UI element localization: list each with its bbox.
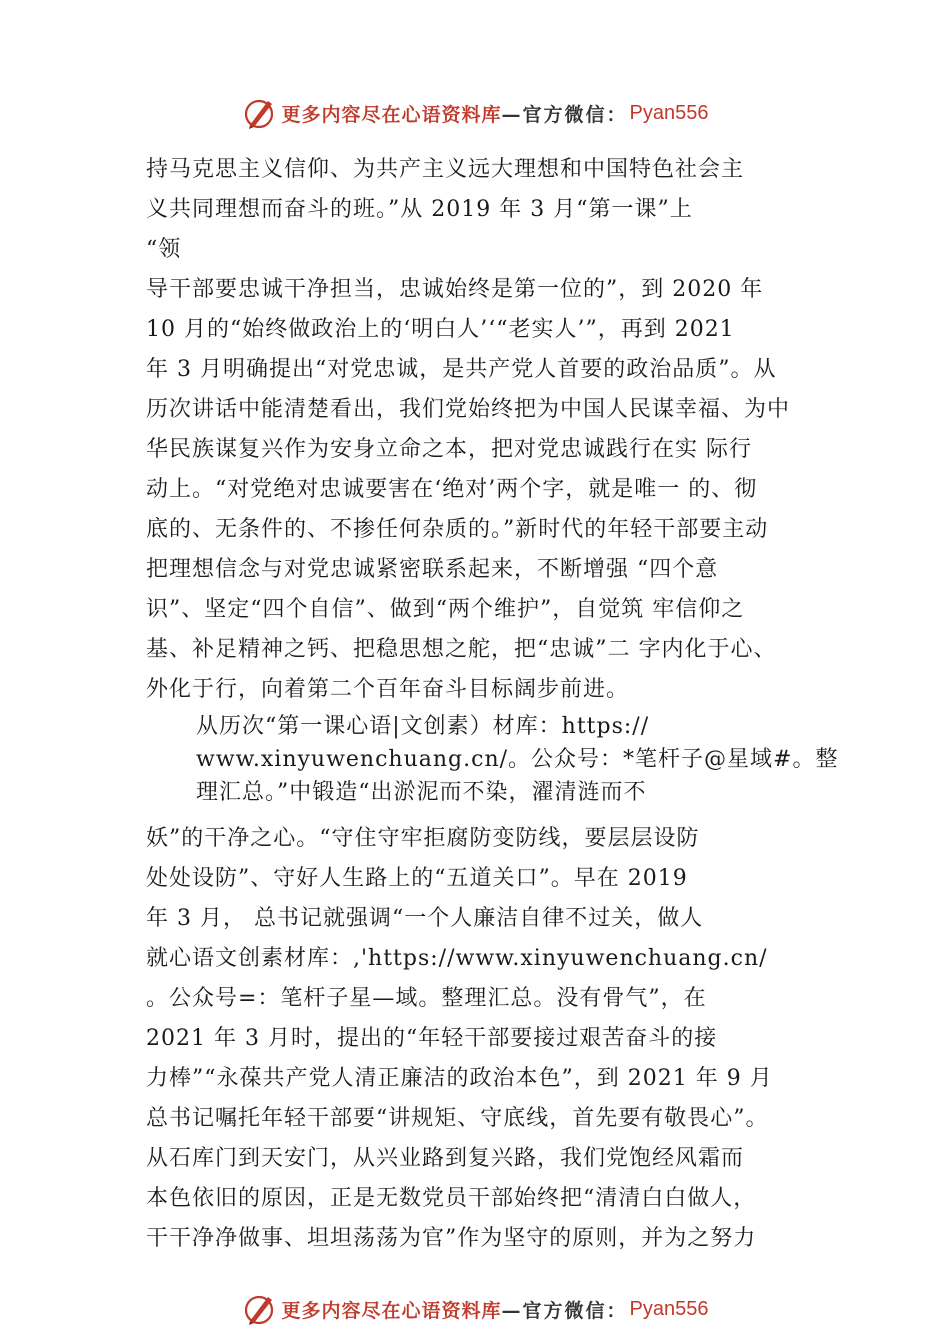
text-line: 历次讲话中能清楚看出，我们党始终把为中国人民谋幸福、为中 [146, 397, 791, 422]
text-line: 外化于行，向着第二个百年奋斗目标阔步前进。 [146, 677, 630, 702]
text-line: 10 月的“始终做政治上的‘明白人’‘“老实人’”，再到 2021 [146, 317, 735, 342]
banner-wechat-label: —官方微信： [501, 1299, 628, 1322]
text-line: 华民族谋复兴作为安身立命之本，把对党忠诚践行在实 际行 [146, 437, 752, 462]
banner-title: 更多内容尽在心语资料库 [281, 1299, 502, 1322]
banner-wechat-id: Pyan556 [629, 101, 709, 124]
text-line: 导干部要忠诚干净担当，忠诚始终是第一位的”，到 2020 年 [146, 277, 764, 302]
text-line: 本色依旧的原因，正是无数党员干部始终把“清清白白做人， [146, 1186, 757, 1211]
text-line: 总书记嘱托年轻干部要“讲规矩、守底线，首先要有敬畏心”。 [146, 1106, 769, 1131]
text-line: 2021 年 3 月时，提出的“年轻干部要接过艰苦奋斗的接 [146, 1026, 718, 1051]
footer-banner [0, 1289, 950, 1329]
text-line: 从石库门到天安门，从兴业路到复兴路，我们党饱经风霜而 [146, 1146, 745, 1171]
text-line: 底的、无条件的、不掺任何杂质的。”新时代的年轻干部要主动 [146, 517, 769, 542]
pen-logo-icon [242, 95, 278, 131]
text-line: “领 [146, 237, 182, 262]
text-line: 从历次“第一课心语|文创素）材库：https:// [196, 714, 650, 739]
text-line: 把理想信念与对党忠诚紧密联系起来，不断增强 “四个意 [146, 557, 719, 582]
text-line: 理汇总。”中锻造“出淤泥而不染，濯清涟而不 [196, 780, 647, 805]
text-line: 。公众号=：笔杆子星—域。整理汇总。没有骨气”，在 [146, 986, 707, 1011]
header-banner [0, 93, 950, 133]
text-line: 干干净净做事、坦坦荡荡为官”作为坚守的原则，并为之努力 [146, 1226, 757, 1251]
text-line: 义共同理想而奋斗的班。”从 2019 年 3 月“第一课”上 [146, 197, 693, 222]
text-line: 处处设防”、守好人生路上的“五道关口”。早在 2019 [146, 866, 688, 891]
text-line: 基、补足精神之钙、把稳思想之舵，把“忠诚”二 字内化于心、 [146, 637, 777, 662]
text-line: 动上。“对党绝对忠诚要害在‘绝对’两个字，就是唯一 的、彻 [146, 477, 758, 502]
pen-logo-icon [242, 1291, 278, 1327]
text-line: 年 3 月， 总书记就强调“一个人廉洁自律不过关，做人 [146, 906, 704, 931]
document-body [146, 150, 846, 1259]
banner-wechat-label: —官方微信： [501, 103, 628, 126]
text-line: 力棒”“永葆共产党人清正廉洁的政治本色”，到 2021 年 9 月 [146, 1066, 773, 1091]
text-line: 年 3 月明确提出“对党忠诚，是共产党人首要的政治品质”。从 [146, 357, 777, 382]
text-line: 识”、坚定“四个自信”、做到“两个维护”，自觉筑 牢信仰之 [146, 597, 745, 622]
text-line: 持马克思主义信仰、为共产主义远大理想和中国特色社会主 [146, 157, 745, 182]
banner-title: 更多内容尽在心语资料库 [281, 103, 502, 126]
text-line: www.xinyuwenchuang.cn/。公众号：*笔杆子@星域#。整 [196, 747, 839, 772]
text-line: 妖”的干净之心。“守住守牢拒腐防变防线，要层层设防 [146, 826, 700, 851]
banner-wechat-id: Pyan556 [629, 1297, 709, 1320]
text-line: 就心语文创素材库：,'https://www.xinyuwenchuang.cn/ [146, 946, 768, 971]
